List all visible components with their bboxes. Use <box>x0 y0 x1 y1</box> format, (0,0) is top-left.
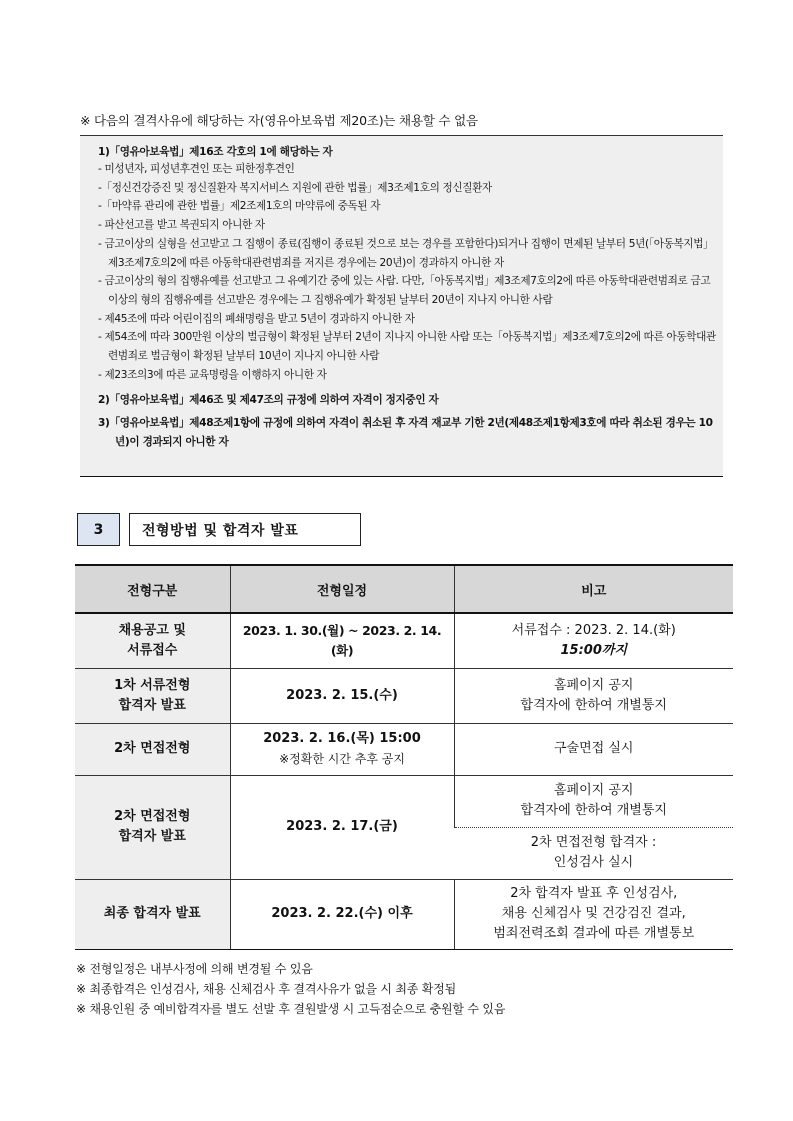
disqualification-intro: ※ 다음의 결격사유에 해당하는 자(영유아보육법 제20조)는 채용할 수 없음 <box>80 113 478 128</box>
table-header-row <box>75 565 733 613</box>
note-line: ※ 전형일정은 내부사정에 의해 변경될 수 있음 <box>76 962 313 976</box>
note-text: 서류접수 : 2023. 2. 14.(화) <box>511 622 676 638</box>
section-number: 3 <box>77 513 120 546</box>
note-cell <box>454 613 733 668</box>
column-header: 전형일정 <box>230 565 454 613</box>
note-text: 합격자에 한하여 개별통지 <box>520 803 667 818</box>
note-line: ※ 채용인원 중 예비합격자를 별도 선발 후 결원발생 시 고득점순으로 충원할 수 있음 <box>76 1002 506 1016</box>
note-cell: 구술면접 실시 <box>454 723 733 775</box>
note-text: 홈페이지 공지 <box>554 783 634 798</box>
disqualification-item: - 제54조에 따라 300만원 이상의 벌금형이 확정된 날부터 2년이 지나지 아니한 사람 또는「아동복지법」제3조제7호의2에 따른 아동학대관련범죄로 벌금형이 확정된 날부터 10년이 지나지 아니한 사람 <box>98 331 716 363</box>
note-text: 채용 신체검사 및 건강검진 결과, <box>501 906 686 921</box>
stage-label: 1차 서류전형 <box>114 677 191 693</box>
note-cell <box>454 775 733 827</box>
note-line: ※ 최종합격은 인성검사, 채용 신체검사 후 결격사유가 없을 시 최종 확정됨 <box>76 982 456 996</box>
date-text: 2023. 2. 16.(목) 15:00 <box>263 731 421 746</box>
stage-cell: 최종 합격자 발표 <box>75 879 230 949</box>
stage-label: 채용공고 및 <box>118 622 186 638</box>
table-row <box>75 668 733 723</box>
disqualification-item: - 미성년자, 피성년후견인 또는 피한정후견인 <box>98 163 295 175</box>
stage-cell <box>75 613 230 668</box>
date-cell: 2023. 1. 30.(월) ~ 2023. 2. 14.(화) <box>230 613 454 668</box>
note-text: 범죄전력조회 결과에 따른 개별통보 <box>493 926 695 941</box>
date-cell: 2023. 2. 17.(금) <box>230 775 454 879</box>
note-text: 인성검사 실시 <box>553 855 634 870</box>
table-row <box>75 613 733 668</box>
column-header: 전형구분 <box>75 565 230 613</box>
disqualification-item: - 금고이상의 형의 집행유예를 선고받고 그 유예기간 중에 있는 사람. 다만,「아동복지법」제3조제7호의2에 따른 아동학대관련범죄로 금고 이상의 형의 집행유예를 선고받은 경우에는 그 집행유예가 확정된 날부터 20년이 지나지 아니한 사람 <box>98 275 711 306</box>
disqualification-item: - 제45조에 따라 어린이집의 폐쇄명령을 받고 5년이 경과하지 아니한 자 <box>98 312 415 325</box>
disqualification-item: - 금고이상의 실형을 선고받고 그 집행이 종료(집행이 종료된 것으로 보는 경우를 포함한다)되거나 집행이 면제된 날부터 5년(「아동복지법」제3조제7호의2에 따른 아동학대관련범죄를 저지른 경우에는 20년)이 경과하지 아니한 자 <box>98 237 714 269</box>
date-subnote: ※정확한 시간 추후 공지 <box>279 752 405 766</box>
note-text: 2차 면접전형 합격자 : <box>530 835 657 850</box>
table-row <box>75 775 733 827</box>
stage-label: 서류접수 <box>127 642 178 658</box>
disqualification-item: -「정신건강증진 및 정신질환자 복지서비스 지원에 관한 법률」제3조제1호의 정신질환자 <box>98 181 492 194</box>
note-text: 2차 합격자 발표 후 인성검사, <box>510 886 678 901</box>
disqualification-section-3-title: 3)「영유아보육법」제48조제1항에 규정에 의하여 자격이 취소된 후 자격 재교부 기한 2년(제48조제1항제3호에 따라 취소된 경우는 10년)이 경과되지 아니한 자 <box>98 417 713 449</box>
date-cell: 2023. 2. 15.(수) <box>230 668 454 723</box>
stage-label: 2차 면접전형 <box>114 809 191 824</box>
schedule-table <box>75 564 733 950</box>
stage-cell <box>75 775 230 879</box>
note-cell <box>454 827 733 879</box>
schedule-notes <box>76 959 505 1019</box>
section-title: 전형방법 및 합격자 발표 <box>129 513 361 546</box>
table-row <box>75 723 733 775</box>
disqualification-box <box>80 135 723 477</box>
note-cell <box>454 668 733 723</box>
table-row <box>75 879 733 949</box>
disqualification-section-1-title: 1)「영유아보육법」제16조 각호의 1에 해당하는 자 <box>98 146 333 158</box>
disqualification-item: - 제23조의3에 따른 교육명령을 이행하지 아니한 자 <box>98 368 327 381</box>
date-cell: 2023. 2. 22.(수) 이후 <box>230 879 454 949</box>
disqualification-section-2-title: 2)「영유아보육법」제46조 및 제47조의 규정에 의하여 자격이 정지중인 자 <box>98 394 439 407</box>
column-header: 비고 <box>454 565 733 613</box>
disqualification-item: -「마약류 관리에 관한 법률」제2조제1호의 마약류에 중독된 자 <box>98 200 381 213</box>
disqualification-item: - 파산선고를 받고 복권되지 아니한 자 <box>98 219 265 232</box>
stage-cell <box>75 668 230 723</box>
stage-cell: 2차 면접전형 <box>75 723 230 775</box>
note-text: 홈페이지 공지 <box>554 677 634 693</box>
stage-label: 합격자 발표 <box>118 697 186 713</box>
note-cell <box>454 879 733 949</box>
date-cell <box>230 723 454 775</box>
note-text: 합격자에 한하여 개별통지 <box>520 697 667 713</box>
stage-label: 합격자 발표 <box>118 829 186 844</box>
note-deadline: 15:00까지 <box>560 642 627 658</box>
